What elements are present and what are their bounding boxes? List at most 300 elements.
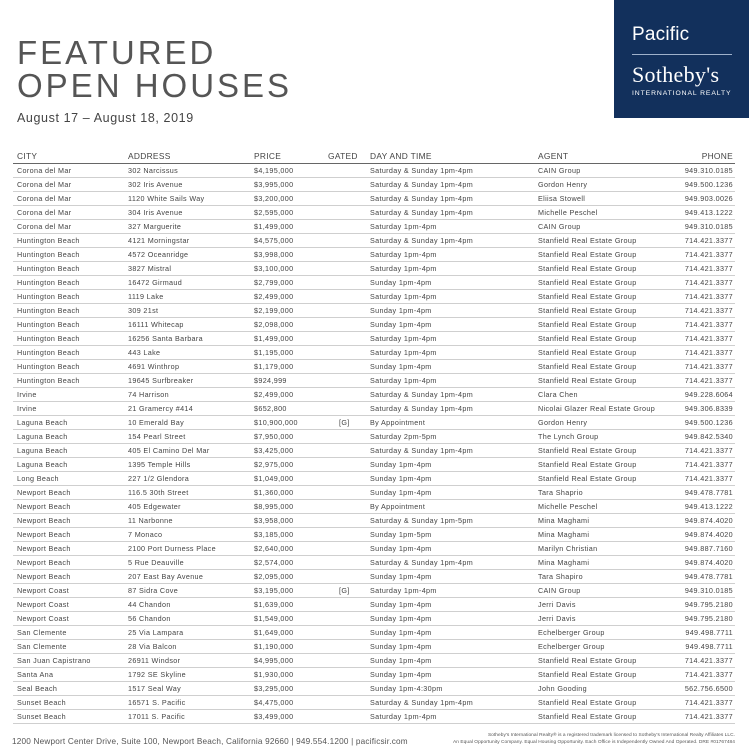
- cell-price: $2,095,000: [254, 571, 294, 581]
- cell-city: Laguna Beach: [17, 445, 68, 455]
- cell-address: 1395 Temple Hills: [128, 459, 191, 469]
- open-house-table: [13, 149, 735, 724]
- cell-address: 1120 White Sails Way: [128, 193, 205, 203]
- table-row: [13, 444, 735, 458]
- cell-address: 87 Sidra Cove: [128, 585, 179, 595]
- cell-phone: 714.421.3377: [684, 249, 733, 259]
- cell-agent: Stanfield Real Estate Group: [538, 711, 637, 721]
- cell-phone: 714.421.3377: [684, 235, 733, 245]
- cell-day-time: Saturday & Sunday 1pm-4pm: [370, 445, 474, 455]
- cell-day-time: Sunday 1pm-4pm: [370, 543, 432, 553]
- cell-address: 16472 Girmaud: [128, 277, 183, 287]
- cell-day-time: Saturday & Sunday 1pm-4pm: [370, 697, 474, 707]
- cell-agent: CAIN Group: [538, 165, 581, 175]
- cell-city: Corona del Mar: [17, 221, 72, 231]
- cell-day-time: Sunday 1pm-4pm: [370, 669, 432, 679]
- cell-day-time: Saturday & Sunday 1pm-4pm: [370, 389, 474, 399]
- cell-price: $1,179,000: [254, 361, 294, 371]
- cell-city: Newport Beach: [17, 529, 71, 539]
- cell-agent: Echelberger Group: [538, 641, 605, 651]
- cell-city: Huntington Beach: [17, 333, 80, 343]
- cell-agent: Stanfield Real Estate Group: [538, 473, 637, 483]
- table-row: [13, 668, 735, 682]
- cell-agent: Stanfield Real Estate Group: [538, 445, 637, 455]
- table-row: [13, 374, 735, 388]
- cell-city: Newport Beach: [17, 557, 71, 567]
- cell-city: Corona del Mar: [17, 193, 72, 203]
- cell-phone: 714.421.3377: [684, 445, 733, 455]
- cell-address: 2100 Port Durness Place: [128, 543, 216, 553]
- header-address: ADDRESS: [128, 151, 171, 161]
- cell-address: 74 Harrison: [128, 389, 170, 399]
- cell-address: 26911 Windsor: [128, 655, 181, 665]
- cell-day-time: Saturday 1pm-4pm: [370, 333, 437, 343]
- cell-phone: 949.903.0026: [684, 193, 733, 203]
- cell-phone: 949.887.7160: [684, 543, 733, 553]
- cell-day-time: Saturday 1pm-4pm: [370, 291, 437, 301]
- cell-address: 443 Lake: [128, 347, 161, 357]
- table-row: [13, 612, 735, 626]
- cell-city: Corona del Mar: [17, 165, 72, 175]
- cell-day-time: Saturday & Sunday 1pm-4pm: [370, 557, 474, 567]
- cell-gated: [G]: [339, 417, 350, 427]
- table-row: [13, 402, 735, 416]
- cell-day-time: Sunday 1pm-4pm: [370, 599, 432, 609]
- header-gated: GATED: [328, 151, 358, 161]
- table-row: [13, 290, 735, 304]
- cell-day-time: By Appointment: [370, 417, 426, 427]
- table-row: [13, 486, 735, 500]
- cell-city: Huntington Beach: [17, 305, 80, 315]
- cell-price: $2,499,000: [254, 291, 294, 301]
- cell-city: Santa Ana: [17, 669, 54, 679]
- cell-agent: Nicolai Glazer Real Estate Group: [538, 403, 656, 413]
- cell-phone: 949.310.0185: [684, 585, 733, 595]
- cell-phone: 562.756.6500: [684, 683, 733, 693]
- header-price: PRICE: [254, 151, 282, 161]
- cell-price: $3,995,000: [254, 179, 294, 189]
- cell-day-time: Saturday & Sunday 1pm-5pm: [370, 515, 474, 525]
- logo-subtitle: INTERNATIONAL REALTY: [632, 90, 732, 97]
- cell-agent: Tara Shaprio: [538, 487, 583, 497]
- cell-phone: 949.795.2180: [684, 599, 733, 609]
- cell-agent: Stanfield Real Estate Group: [538, 305, 637, 315]
- table-row: [13, 430, 735, 444]
- cell-address: 227 1/2 Glendora: [128, 473, 190, 483]
- header-city: CITY: [17, 151, 38, 161]
- cell-agent: CAIN Group: [538, 221, 581, 231]
- cell-day-time: Sunday 1pm-4pm: [370, 655, 432, 665]
- cell-price: $2,098,000: [254, 319, 294, 329]
- cell-price: $2,799,000: [254, 277, 294, 287]
- cell-phone: 949.228.6064: [684, 389, 733, 399]
- cell-agent: Mina Maghami: [538, 529, 590, 539]
- cell-day-time: Sunday 1pm-4:30pm: [370, 683, 443, 693]
- cell-address: 4691 Winthrop: [128, 361, 180, 371]
- cell-address: 405 El Camino Del Mar: [128, 445, 210, 455]
- cell-phone: 949.498.7711: [685, 627, 733, 637]
- table-row: [13, 248, 735, 262]
- cell-agent: Marilyn Christian: [538, 543, 598, 553]
- cell-city: Huntington Beach: [17, 277, 80, 287]
- cell-phone: 949.500.1236: [684, 417, 733, 427]
- cell-price: $3,958,000: [254, 515, 294, 525]
- cell-day-time: Saturday 1pm-4pm: [370, 347, 437, 357]
- cell-city: Laguna Beach: [17, 459, 68, 469]
- cell-agent: Stanfield Real Estate Group: [538, 263, 637, 273]
- cell-address: 304 Iris Avenue: [128, 207, 183, 217]
- cell-city: Newport Beach: [17, 501, 71, 511]
- cell-agent: Stanfield Real Estate Group: [538, 347, 637, 357]
- table-row: [13, 388, 735, 402]
- cell-address: 28 Via Balcon: [128, 641, 177, 651]
- cell-address: 154 Pearl Street: [128, 431, 186, 441]
- cell-agent: Stanfield Real Estate Group: [538, 291, 637, 301]
- cell-price: $1,649,000: [254, 627, 294, 637]
- cell-city: Seal Beach: [17, 683, 58, 693]
- cell-agent: Echelberger Group: [538, 627, 605, 637]
- cell-price: $2,595,000: [254, 207, 294, 217]
- table-row: [13, 584, 735, 598]
- cell-day-time: Sunday 1pm-4pm: [370, 613, 432, 623]
- cell-address: 5 Rue Deauville: [128, 557, 184, 567]
- cell-phone: 714.421.3377: [684, 375, 733, 385]
- cell-phone: 949.498.7711: [685, 641, 733, 651]
- table-row: [13, 682, 735, 696]
- title-line-1: FEATURED: [17, 34, 217, 71]
- table-row: [13, 542, 735, 556]
- cell-city: San Clemente: [17, 627, 67, 637]
- cell-address: 16256 Santa Barbara: [128, 333, 203, 343]
- cell-city: Laguna Beach: [17, 431, 68, 441]
- cell-address: 11 Narbonne: [128, 515, 173, 525]
- cell-agent: Jerri Davis: [538, 613, 576, 623]
- cell-address: 16111 Whitecap: [128, 319, 184, 329]
- cell-day-time: Saturday & Sunday 1pm-4pm: [370, 207, 474, 217]
- cell-address: 4121 Morningstar: [128, 235, 190, 245]
- cell-address: 17011 S. Pacific: [128, 711, 186, 721]
- table-row: [13, 234, 735, 248]
- cell-day-time: Sunday 1pm-4pm: [370, 641, 432, 651]
- table-row: [13, 696, 735, 710]
- cell-price: $3,295,000: [254, 683, 294, 693]
- title-line-2: OPEN HOUSES: [17, 67, 293, 104]
- cell-address: 327 Marguerite: [128, 221, 182, 231]
- cell-day-time: Saturday 1pm-4pm: [370, 711, 437, 721]
- cell-agent: Mina Maghami: [538, 557, 590, 567]
- cell-day-time: Sunday 1pm-4pm: [370, 459, 432, 469]
- cell-day-time: Sunday 1pm-4pm: [370, 277, 432, 287]
- cell-day-time: Sunday 1pm-4pm: [370, 487, 432, 497]
- cell-day-time: Saturday 2pm-5pm: [370, 431, 437, 441]
- cell-phone: 714.421.3377: [684, 291, 733, 301]
- cell-day-time: Sunday 1pm-4pm: [370, 319, 432, 329]
- cell-price: $4,195,000: [254, 165, 294, 175]
- table-row: [13, 640, 735, 654]
- cell-city: San Clemente: [17, 641, 67, 651]
- cell-agent: Stanfield Real Estate Group: [538, 235, 637, 245]
- cell-day-time: Sunday 1pm-4pm: [370, 305, 432, 315]
- cell-agent: Stanfield Real Estate Group: [538, 249, 637, 259]
- cell-address: 3827 Mistral: [128, 263, 172, 273]
- cell-phone: 714.421.3377: [684, 459, 733, 469]
- cell-city: Long Beach: [17, 473, 59, 483]
- cell-price: $1,195,000: [254, 347, 294, 357]
- table-row: [13, 304, 735, 318]
- cell-phone: 949.795.2180: [684, 613, 733, 623]
- cell-agent: John Gooding: [538, 683, 587, 693]
- cell-day-time: Saturday & Sunday 1pm-4pm: [370, 179, 474, 189]
- cell-agent: Stanfield Real Estate Group: [538, 319, 637, 329]
- cell-day-time: By Appointment: [370, 501, 426, 511]
- cell-address: 302 Iris Avenue: [128, 179, 183, 189]
- cell-city: Corona del Mar: [17, 179, 72, 189]
- cell-phone: 714.421.3377: [684, 347, 733, 357]
- table-row: [13, 626, 735, 640]
- cell-day-time: Saturday 1pm-4pm: [370, 375, 437, 385]
- table-row: [13, 178, 735, 192]
- table-row: [13, 318, 735, 332]
- cell-city: Newport Coast: [17, 585, 70, 595]
- cell-price: $924,999: [254, 375, 287, 385]
- cell-phone: 949.413.1222: [684, 207, 733, 217]
- cell-price: $1,499,000: [254, 221, 294, 231]
- cell-phone: 714.421.3377: [684, 305, 733, 315]
- table-row: [13, 500, 735, 514]
- cell-price: $4,995,000: [254, 655, 294, 665]
- cell-agent: The Lynch Group: [538, 431, 599, 441]
- cell-address: 25 Via Lampara: [128, 627, 184, 637]
- cell-price: $3,185,000: [254, 529, 294, 539]
- cell-address: 1792 SE Skyline: [128, 669, 186, 679]
- cell-day-time: Saturday 1pm-4pm: [370, 263, 437, 273]
- cell-address: 19645 Surfbreaker: [128, 375, 194, 385]
- cell-city: Newport Beach: [17, 487, 71, 497]
- table-row: [13, 458, 735, 472]
- table-row: [13, 598, 735, 612]
- header-agent: AGENT: [538, 151, 569, 161]
- cell-phone: 949.500.1236: [684, 179, 733, 189]
- cell-city: Huntington Beach: [17, 235, 80, 245]
- table-row: [13, 654, 735, 668]
- cell-address: 21 Gramercy #414: [128, 403, 194, 413]
- logo-pacific: Pacific: [632, 24, 690, 45]
- cell-price: $1,639,000: [254, 599, 294, 609]
- table-row: [13, 192, 735, 206]
- cell-address: 116.5 30th Street: [128, 487, 189, 497]
- cell-day-time: Sunday 1pm-4pm: [370, 361, 432, 371]
- table-row: [13, 276, 735, 290]
- cell-phone: 714.421.3377: [684, 277, 733, 287]
- cell-day-time: Saturday & Sunday 1pm-4pm: [370, 403, 474, 413]
- cell-price: $2,975,000: [254, 459, 294, 469]
- disclaimer-line-1: Sotheby's International Realty® is a registered trademark licensed to Sotheby's International Realty Affiliates LLC.: [487, 733, 735, 738]
- cell-phone: 714.421.3377: [684, 697, 733, 707]
- table-body: [13, 164, 735, 724]
- cell-address: 56 Chandon: [128, 613, 171, 623]
- cell-price: $1,360,000: [254, 487, 294, 497]
- cell-agent: Stanfield Real Estate Group: [538, 375, 637, 385]
- cell-agent: Eliisa Stowell: [538, 193, 586, 203]
- cell-price: $8,995,000: [254, 501, 294, 511]
- header-phone: PHONE: [701, 151, 733, 161]
- cell-agent: Michelle Peschel: [538, 207, 598, 217]
- cell-price: $1,049,000: [254, 473, 294, 483]
- table-row: [13, 206, 735, 220]
- cell-address: 309 21st: [128, 305, 159, 315]
- cell-phone: 949.306.8339: [684, 403, 733, 413]
- cell-gated: [G]: [339, 585, 350, 595]
- cell-agent: Michelle Peschel: [538, 501, 598, 511]
- cell-phone: 949.842.5340: [684, 431, 733, 441]
- cell-price: $1,549,000: [254, 613, 294, 623]
- cell-phone: 714.421.3377: [684, 669, 733, 679]
- cell-city: Huntington Beach: [17, 319, 80, 329]
- cell-phone: 949.874.4020: [684, 529, 733, 539]
- table-row: [13, 220, 735, 234]
- cell-phone: 714.421.3377: [684, 655, 733, 665]
- cell-price: $3,499,000: [254, 711, 294, 721]
- cell-day-time: Saturday & Sunday 1pm-4pm: [370, 165, 474, 175]
- table-row: [13, 346, 735, 360]
- cell-city: Sunset Beach: [17, 697, 66, 707]
- brand-logo: [614, 0, 749, 118]
- cell-city: Huntington Beach: [17, 361, 80, 371]
- cell-price: $2,499,000: [254, 389, 294, 399]
- cell-address: 405 Edgewater: [128, 501, 181, 511]
- cell-city: Huntington Beach: [17, 263, 80, 273]
- cell-agent: Stanfield Real Estate Group: [538, 277, 637, 287]
- logo-divider: [632, 54, 732, 55]
- cell-phone: 714.421.3377: [684, 333, 733, 343]
- cell-price: $1,190,000: [254, 641, 294, 651]
- cell-agent: Gordon Henry: [538, 417, 588, 427]
- cell-phone: 949.478.7781: [684, 571, 733, 581]
- cell-city: San Juan Capistrano: [17, 655, 91, 665]
- cell-city: Huntington Beach: [17, 291, 80, 301]
- cell-agent: Mina Maghami: [538, 515, 590, 525]
- cell-price: $2,640,000: [254, 543, 294, 553]
- cell-price: $3,100,000: [254, 263, 294, 273]
- cell-phone: 714.421.3377: [684, 361, 733, 371]
- cell-agent: Clara Chen: [538, 389, 578, 399]
- cell-agent: Gordon Henry: [538, 179, 588, 189]
- cell-price: $10,900,000: [254, 417, 298, 427]
- cell-phone: 949.310.0185: [684, 221, 733, 231]
- table-header: [13, 149, 735, 164]
- cell-address: 4572 Oceanridge: [128, 249, 189, 259]
- cell-agent: Stanfield Real Estate Group: [538, 655, 637, 665]
- table-row: [13, 514, 735, 528]
- cell-price: $3,425,000: [254, 445, 294, 455]
- cell-price: $3,998,000: [254, 249, 294, 259]
- cell-phone: 714.421.3377: [684, 319, 733, 329]
- cell-phone: 949.874.4020: [684, 557, 733, 567]
- logo-sothebys: Sotheby's: [632, 62, 720, 87]
- cell-price: $4,575,000: [254, 235, 294, 245]
- cell-day-time: Sunday 1pm-4pm: [370, 473, 432, 483]
- cell-agent: Stanfield Real Estate Group: [538, 459, 637, 469]
- table-row: [13, 360, 735, 374]
- cell-city: Newport Beach: [17, 543, 71, 553]
- cell-price: $4,475,000: [254, 697, 294, 707]
- table-row: [13, 570, 735, 584]
- cell-day-time: Saturday & Sunday 1pm-4pm: [370, 193, 474, 203]
- cell-address: 7 Monaco: [128, 529, 163, 539]
- cell-city: Sunset Beach: [17, 711, 66, 721]
- cell-phone: 714.421.3377: [684, 263, 733, 273]
- table-row: [13, 416, 735, 430]
- cell-agent: Stanfield Real Estate Group: [538, 669, 637, 679]
- cell-price: $3,195,000: [254, 585, 294, 595]
- cell-phone: 949.413.1222: [684, 501, 733, 511]
- page-title: [17, 36, 292, 102]
- cell-city: Corona del Mar: [17, 207, 72, 217]
- cell-day-time: Saturday 1pm-4pm: [370, 585, 437, 595]
- cell-phone: 949.478.7781: [684, 487, 733, 497]
- cell-price: $3,200,000: [254, 193, 294, 203]
- cell-address: 1119 Lake: [128, 291, 164, 301]
- cell-phone: 949.310.0185: [684, 165, 733, 175]
- cell-city: Irvine: [17, 403, 37, 413]
- cell-address: 10 Emerald Bay: [128, 417, 185, 427]
- cell-day-time: Saturday 1pm-4pm: [370, 221, 437, 231]
- table-row: [13, 332, 735, 346]
- cell-agent: CAIN Group: [538, 585, 581, 595]
- cell-day-time: Sunday 1pm-5pm: [370, 529, 432, 539]
- cell-agent: Tara Shapiro: [538, 571, 583, 581]
- cell-address: 16571 S. Pacific: [128, 697, 186, 707]
- cell-agent: Stanfield Real Estate Group: [538, 361, 637, 371]
- cell-agent: Stanfield Real Estate Group: [538, 333, 637, 343]
- footer-address: 1200 Newport Center Drive, Suite 100, Newport Beach, California 92660 | 949.554.1200 | pacificsir.com: [12, 737, 408, 746]
- table-row: [13, 556, 735, 570]
- cell-city: Laguna Beach: [17, 417, 68, 427]
- cell-city: Newport Coast: [17, 599, 70, 609]
- cell-phone: 714.421.3377: [684, 711, 733, 721]
- table-row: [13, 528, 735, 542]
- cell-price: $652,800: [254, 403, 287, 413]
- cell-city: Newport Beach: [17, 515, 71, 525]
- table-row: [13, 472, 735, 486]
- cell-city: Huntington Beach: [17, 347, 80, 357]
- cell-city: Huntington Beach: [17, 375, 80, 385]
- date-range: August 17 – August 18, 2019: [17, 111, 194, 125]
- cell-agent: Jerri Davis: [538, 599, 576, 609]
- cell-city: Huntington Beach: [17, 249, 80, 259]
- cell-address: 207 East Bay Avenue: [128, 571, 204, 581]
- cell-city: Irvine: [17, 389, 37, 399]
- table-row: [13, 164, 735, 178]
- cell-phone: 949.874.4020: [684, 515, 733, 525]
- disclaimer-line-2: An Equal Opportunity Company. Equal Housing Opportunity. Each Office is Independently Owned And Operated. DRE #01767484: [453, 739, 735, 745]
- cell-address: 44 Chandon: [128, 599, 171, 609]
- cell-day-time: Saturday & Sunday 1pm-4pm: [370, 235, 474, 245]
- cell-address: 302 Narcissus: [128, 165, 179, 175]
- cell-address: 1517 Seal Way: [128, 683, 182, 693]
- cell-day-time: Sunday 1pm-4pm: [370, 627, 432, 637]
- cell-agent: Stanfield Real Estate Group: [538, 697, 637, 707]
- cell-price: $2,574,000: [254, 557, 294, 567]
- cell-price: $2,199,000: [254, 305, 294, 315]
- cell-day-time: Saturday 1pm-4pm: [370, 249, 437, 259]
- cell-city: Newport Beach: [17, 571, 71, 581]
- header-day-time: DAY AND TIME: [370, 151, 432, 161]
- cell-price: $1,930,000: [254, 669, 294, 679]
- cell-price: $7,950,000: [254, 431, 294, 441]
- cell-price: $1,499,000: [254, 333, 294, 343]
- table-row: [13, 710, 735, 724]
